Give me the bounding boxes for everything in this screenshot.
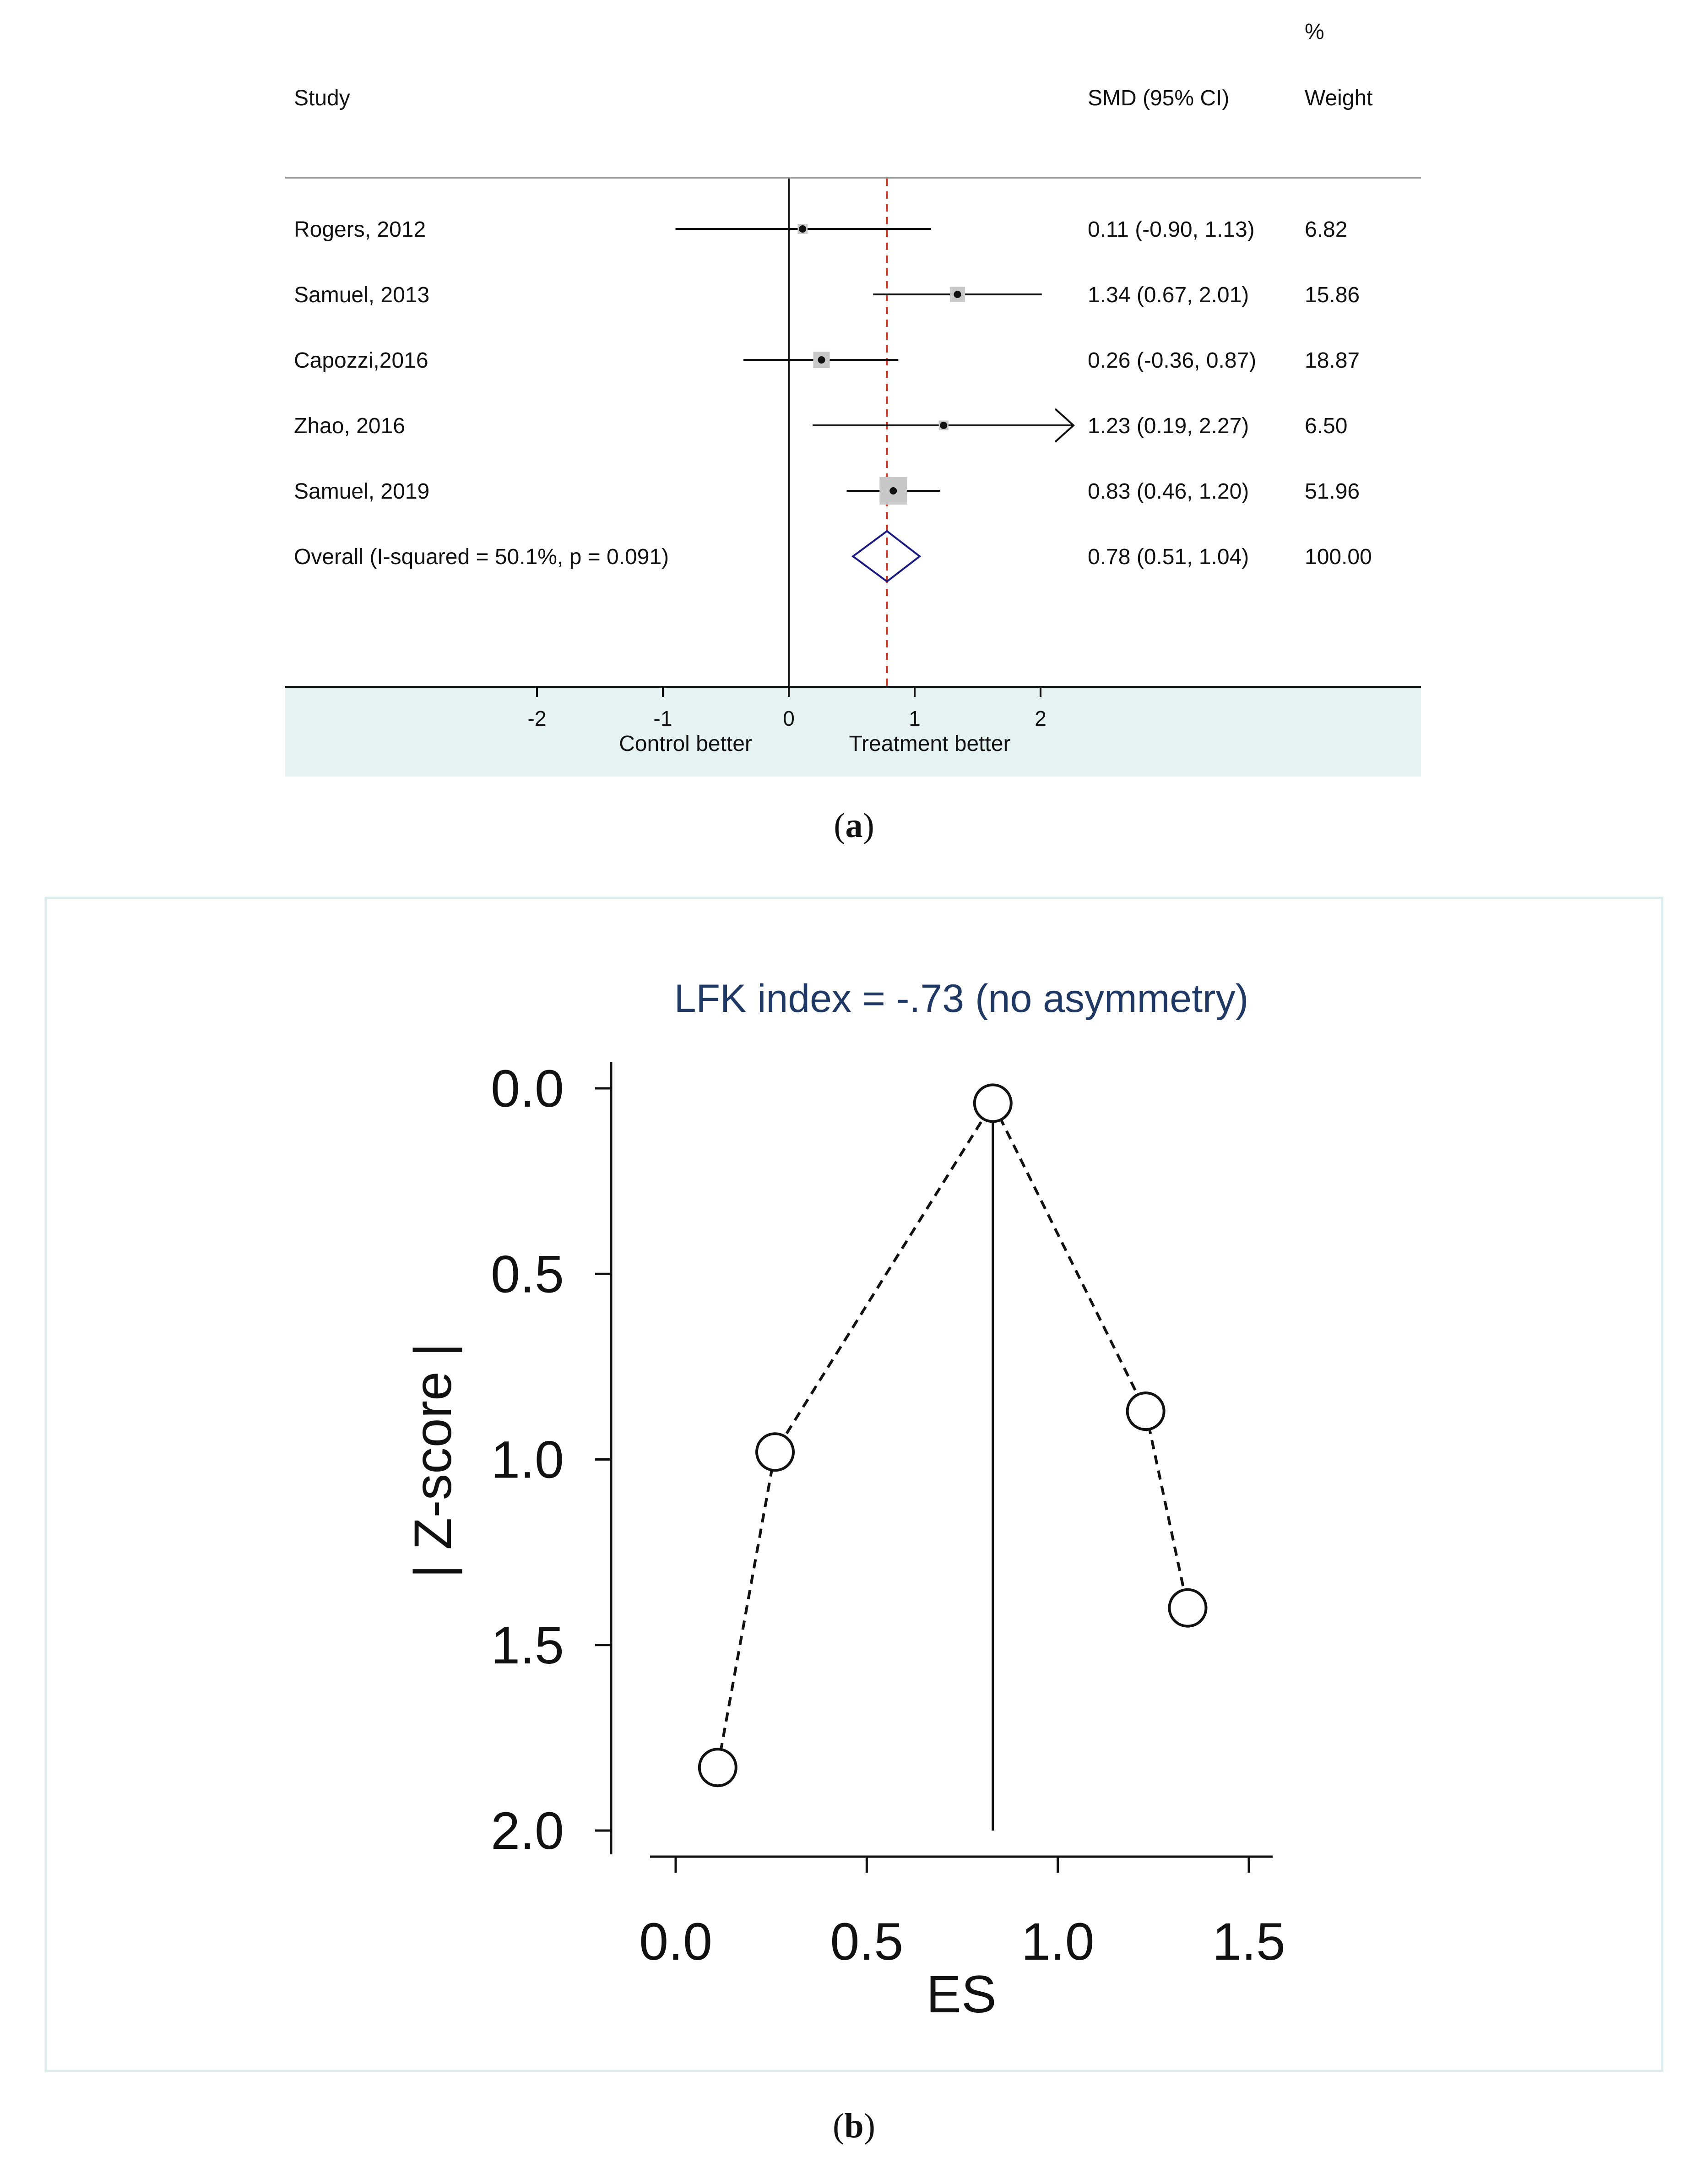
doi-curve [718, 1103, 1188, 1767]
x-tick-label: 0.0 [639, 1913, 712, 1971]
header-smd: SMD (95% CI) [1088, 86, 1230, 110]
overall-ci-text: 0.78 (0.51, 1.04) [1088, 545, 1249, 569]
x-tick-label: 0 [783, 706, 795, 730]
study-label: Samuel, 2019 [294, 479, 430, 504]
lfk-title: LFK index = -.73 (no asymmetry) [674, 977, 1249, 1021]
header-study: Study [294, 86, 350, 110]
y-tick-label: 1.0 [491, 1430, 564, 1489]
study-label: Rogers, 2012 [294, 217, 426, 242]
study-label: Zhao, 2016 [294, 414, 405, 438]
x-tick-label: 1 [909, 706, 921, 730]
study-ci-text: 0.26 (-0.36, 0.87) [1088, 348, 1257, 373]
y-axis-title: | Z-score | [404, 1343, 462, 1578]
x-label-left: Control better [619, 732, 752, 756]
panel-b-frame [46, 898, 1662, 2071]
study-weight-text: 51.96 [1305, 479, 1360, 504]
study-label: Capozzi,2016 [294, 348, 428, 373]
x-tick-label: -2 [527, 706, 547, 730]
data-point [757, 1434, 793, 1470]
header-weight-percent: % [1305, 20, 1324, 44]
x-axis-title: ES [926, 1965, 997, 2024]
study-label: Samuel, 2013 [294, 283, 430, 307]
study-weight-text: 15.86 [1305, 283, 1360, 307]
study-weight-text: 18.87 [1305, 348, 1360, 373]
y-tick-label: 0.5 [491, 1245, 564, 1304]
x-tick-label: 0.5 [830, 1913, 904, 1971]
x-tick-label: 1.5 [1212, 1913, 1285, 1971]
y-tick-label: 2.0 [491, 1802, 564, 1860]
x-label-right: Treatment better [849, 732, 1011, 756]
x-tick-label: -1 [653, 706, 672, 730]
header-weight: Weight [1305, 86, 1373, 110]
y-tick-label: 1.5 [491, 1616, 564, 1675]
caption-a: (a) [834, 806, 874, 845]
study-weight-text: 6.82 [1305, 217, 1348, 242]
data-point [975, 1085, 1011, 1121]
overall-label: Overall (I-squared = 50.1%, p = 0.091) [294, 545, 669, 569]
study-ci-text: 1.23 (0.19, 2.27) [1088, 414, 1249, 438]
study-weight-text: 6.50 [1305, 414, 1348, 438]
x-tick-label: 1.0 [1021, 1913, 1095, 1971]
study-ci-text: 1.34 (0.67, 2.01) [1088, 283, 1249, 307]
data-point [699, 1749, 736, 1786]
data-point [1128, 1393, 1164, 1429]
overall-weight-text: 100.00 [1305, 545, 1372, 569]
data-point [1169, 1590, 1206, 1626]
caption-b: (b) [833, 2107, 875, 2145]
y-tick-label: 0.0 [491, 1060, 564, 1118]
study-ci-text: 0.11 (-0.90, 1.13) [1088, 217, 1255, 242]
study-ci-text: 0.83 (0.46, 1.20) [1088, 479, 1249, 504]
x-tick-label: 2 [1035, 706, 1046, 730]
